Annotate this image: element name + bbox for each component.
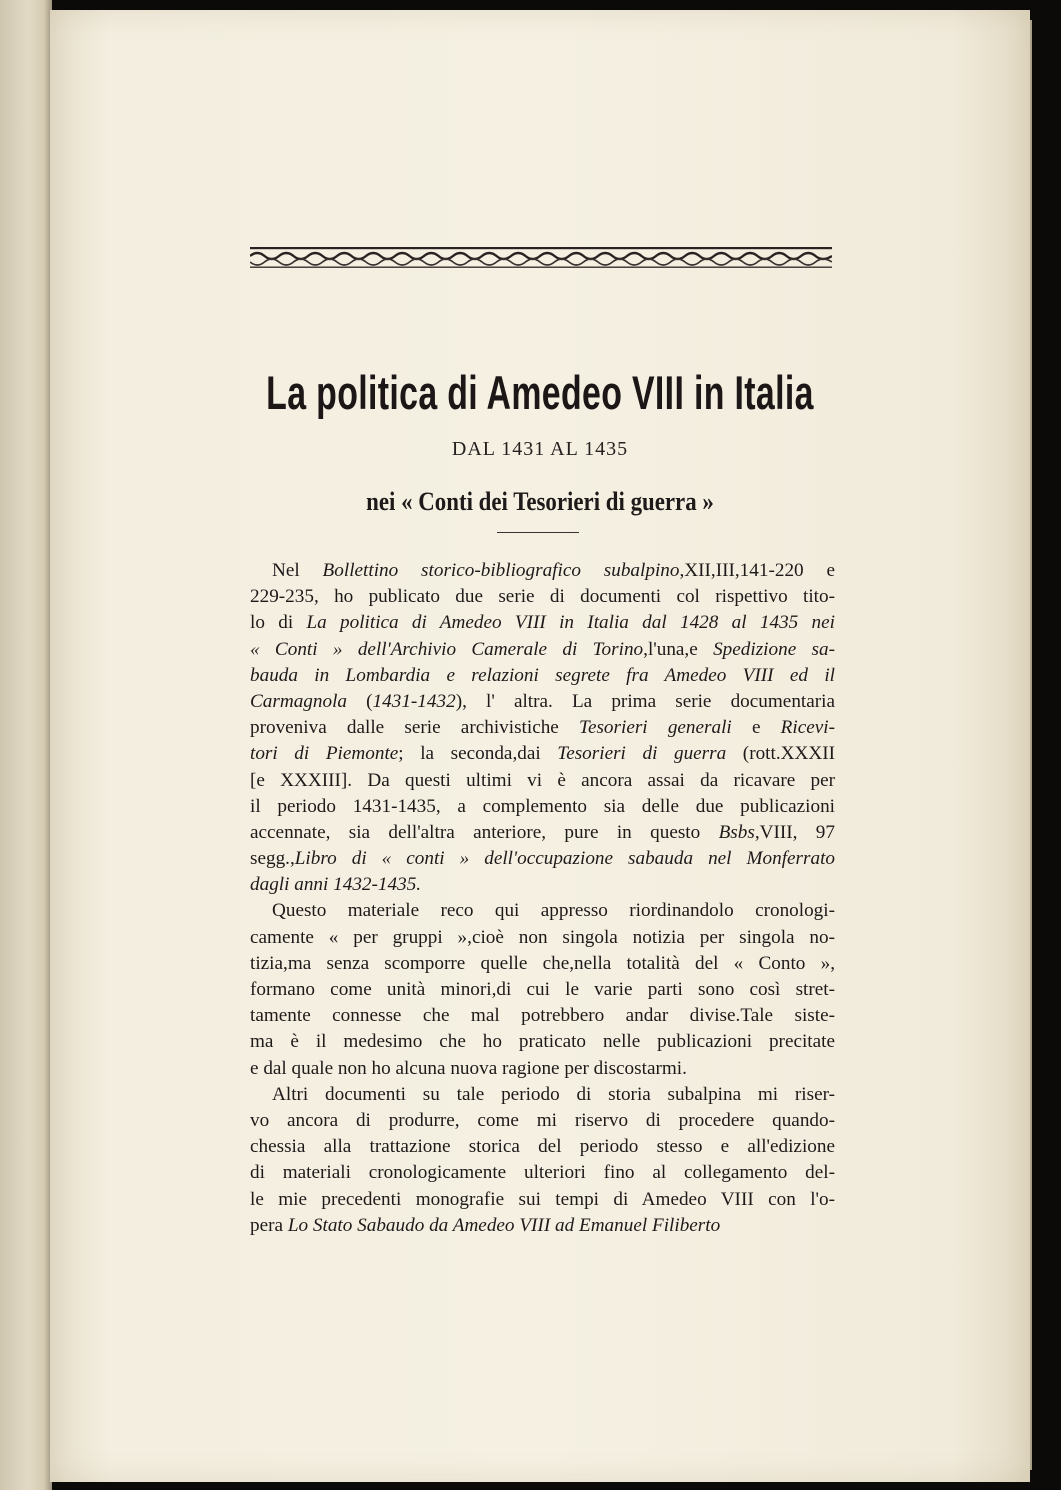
text-run: segg., xyxy=(250,848,295,870)
text-run: ( xyxy=(347,690,373,712)
title-divider xyxy=(497,532,579,533)
text-line xyxy=(250,584,835,610)
text-run: Altri documenti su tale periodo di storia subalpina mi riser- xyxy=(272,1083,835,1105)
italic-text: « Conti » dell'Archivio Camerale di Torino xyxy=(250,638,644,660)
text-run: (rott.XXXII xyxy=(726,743,835,765)
text-line xyxy=(250,1003,835,1029)
italic-text: Lo Stato Sabaudo da Amedeo VIII ad Emanuel Filiberto xyxy=(287,1214,721,1236)
text-line xyxy=(250,715,835,741)
subtitle-date-range: DAL 1431 AL 1435 xyxy=(451,438,629,460)
text-line xyxy=(250,977,835,1003)
text-line xyxy=(250,1029,835,1055)
text-line xyxy=(250,1056,835,1082)
text-run: ,l'una,e xyxy=(643,638,714,660)
text-line xyxy=(250,898,835,924)
body-text xyxy=(250,558,835,1239)
italic-text: Spedizione sa- xyxy=(713,638,835,660)
text-run: le mie precedenti monografie sui tempi di Amedeo VIII con l'o- xyxy=(250,1188,835,1210)
italic-text: 1431-1432 xyxy=(372,690,456,712)
book-page xyxy=(50,10,1030,1482)
text-run: tamente connesse che mal potrebbero andar divise.Tale siste- xyxy=(250,1005,835,1027)
text-run: ma è il medesimo che ho praticato nelle publicazioni precitate xyxy=(250,1031,835,1053)
paragraph xyxy=(250,1082,835,1239)
text-run: accennate, sia dell'altra anteriore, pure in questo xyxy=(250,821,719,843)
italic-text: Libro di « conti » dell'occupazione sabauda nel Monferrato xyxy=(294,848,835,870)
italic-text: Tesorieri generali xyxy=(579,717,732,739)
paragraph xyxy=(250,558,835,898)
text-run: ,XII,III,141-220 e xyxy=(679,560,835,581)
text-line xyxy=(250,1187,835,1213)
text-run: il periodo 1431-1435, a complemento sia delle due publicazioni xyxy=(250,795,835,817)
text-run: pera xyxy=(250,1214,288,1236)
italic-text: La politica di Amedeo VIII in Italia dal 1428 al 1435 nei xyxy=(306,612,835,634)
italic-text: tori di Piemonte xyxy=(250,743,399,765)
text-line xyxy=(250,637,835,663)
text-line xyxy=(250,925,835,951)
text-line xyxy=(250,1160,835,1186)
text-run: proveniva dalle serie archivistiche xyxy=(250,717,580,739)
italic-text: Bollettino storico-bibliografico subalpino xyxy=(322,560,680,581)
text-run: di materiali cronologicamente ulteriori fino al collegamento del- xyxy=(250,1162,835,1184)
previous-page-edge xyxy=(0,0,52,1490)
text-run: 229-235, ho publicato due serie di documenti col rispettivo tito- xyxy=(250,586,835,608)
text-run: ), l' altra. La prima serie documentaria xyxy=(455,690,836,712)
italic-text: Tesorieri di guerra xyxy=(557,743,727,765)
text-run: tizia,ma senza scomporre quelle che,nella totalità del « Conto », xyxy=(250,952,835,974)
text-run: e xyxy=(731,717,781,739)
italic-text: Carmagnola xyxy=(250,690,348,712)
paragraph xyxy=(250,898,835,1081)
text-run: vo ancora di produrre, come mi riservo di procedere quando- xyxy=(250,1109,835,1131)
page-title: La politica di Amedeo VIII in Italia xyxy=(266,366,814,419)
text-line xyxy=(250,846,835,872)
text-line xyxy=(250,558,835,584)
text-line xyxy=(250,610,835,636)
text-line xyxy=(250,689,835,715)
text-run: camente « per gruppi »,cioè non singola notizia per singola no- xyxy=(250,926,835,948)
text-run: Nel xyxy=(272,560,323,581)
text-line xyxy=(250,820,835,846)
decorative-ornament-band xyxy=(250,246,832,272)
text-line xyxy=(250,1082,835,1108)
text-run: lo di xyxy=(250,612,307,634)
italic-text: Bsbs xyxy=(718,821,755,843)
text-run: e dal quale non ho alcuna nuova ragione per discostarmi. xyxy=(250,1057,687,1079)
text-line xyxy=(250,741,835,767)
text-run: Questo materiale reco qui appresso riordinandolo cronologi- xyxy=(272,900,835,922)
text-line xyxy=(250,1213,835,1239)
text-run: [e XXXIII]. Da questi ultimi vi è ancora assai da ricavare per xyxy=(250,769,835,791)
text-run: formano come unità minori,di cui le varie parti sono così stret- xyxy=(250,979,835,1000)
text-line xyxy=(250,1108,835,1134)
text-line xyxy=(250,663,835,689)
italic-text: Ricevi- xyxy=(780,717,835,739)
italic-text: dagli anni 1432-1435. xyxy=(250,874,422,896)
text-line xyxy=(250,872,835,898)
text-line xyxy=(250,768,835,794)
italic-text: bauda in Lombardia e relazioni segrete fra Amedeo VIII ed il xyxy=(250,664,835,686)
text-run: ,VIII, 97 xyxy=(754,821,835,843)
text-run: chessia alla trattazione storica del periodo stesso e all'edizione xyxy=(250,1136,835,1158)
text-line xyxy=(250,794,835,820)
subtitle-source: nei « Conti dei Tesorieri di guerra » xyxy=(366,487,714,516)
text-run: ; la seconda,dai xyxy=(398,743,558,765)
text-line xyxy=(250,951,835,977)
text-line xyxy=(250,1134,835,1160)
